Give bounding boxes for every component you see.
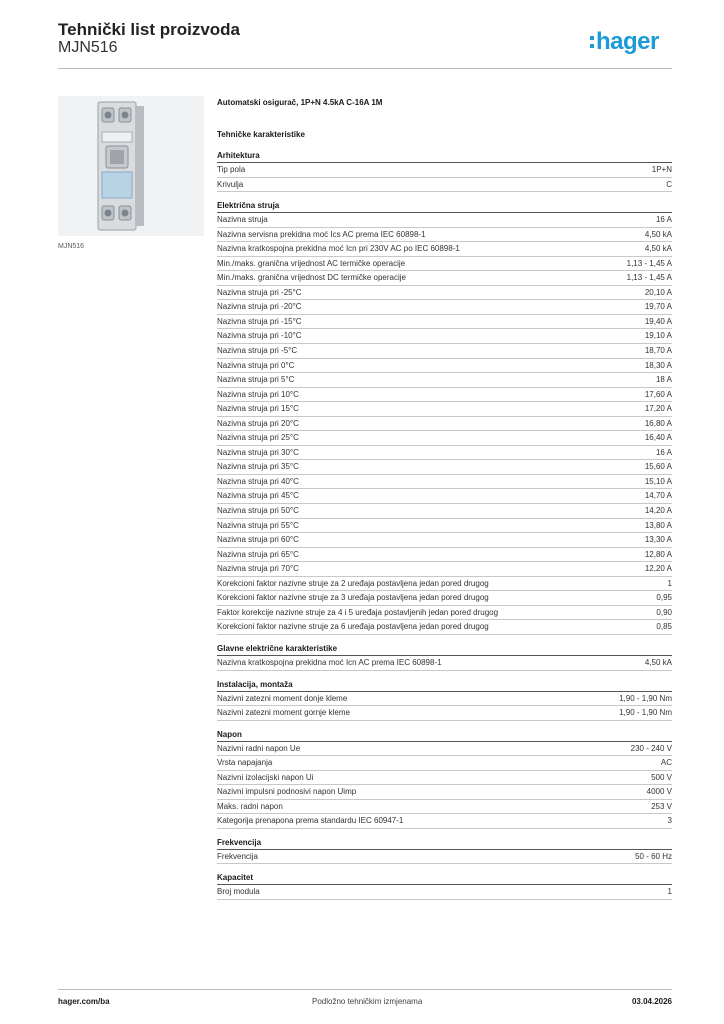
section-title: Kapacitet	[217, 872, 672, 885]
spec-value: 1,90 - 1,90 Nm	[619, 708, 672, 718]
spec-value: 17,20 A	[644, 404, 672, 414]
spec-value: 13,30 A	[644, 535, 672, 545]
section-title: Instalacija, montaža	[217, 679, 672, 692]
spec-row	[217, 178, 672, 193]
spec-label: Nazivna struja pri 15°C	[217, 404, 299, 414]
spec-value: 1,90 - 1,90 Nm	[619, 693, 672, 703]
spec-label: Tip pola	[217, 165, 246, 174]
spec-row	[217, 814, 672, 829]
spec-row	[217, 562, 672, 577]
spec-value: 19,70 A	[644, 302, 672, 312]
spec-row	[217, 257, 672, 272]
spec-label: Krivulja	[217, 179, 244, 189]
spec-value: 1,13 - 1,45 A	[626, 258, 672, 268]
spec-label: Nazivna struja pri 10°C	[217, 389, 299, 399]
spec-value: 13,80 A	[644, 520, 672, 530]
spec-label: Kategorija prenapona prema standardu IEC 60947-1	[217, 816, 404, 826]
spec-row	[217, 606, 672, 621]
spec-label: Frekvencija	[217, 851, 258, 861]
spec-label: Nazivna struja pri 35°C	[217, 462, 299, 472]
spec-row	[217, 446, 672, 461]
spec-row	[217, 359, 672, 374]
spec-label: Nazivna struja pri 65°C	[217, 549, 299, 559]
spec-row	[217, 850, 672, 865]
spec-label: Nazivni izolacijski napon Ui	[217, 772, 314, 782]
footer-date: 03.04.2026	[631, 997, 672, 1006]
spec-label: Nazivna kratkospojna prekidna moć Icn pri 230V AC po IEC 60898-1	[217, 244, 460, 254]
footer-divider	[58, 989, 672, 990]
spec-value: 20,10 A	[644, 287, 672, 297]
characteristics-heading: Tehničke karakteristike	[217, 130, 305, 139]
spec-row	[217, 577, 672, 592]
section-title: Električna struja	[217, 200, 672, 213]
logo-dots-icon	[590, 36, 594, 48]
spec-label: Nazivna struja pri 70°C	[217, 564, 299, 574]
spec-value: 16 A	[655, 447, 672, 457]
spec-label: Maks. radni napon	[217, 801, 283, 811]
spec-value: 18,30 A	[644, 360, 672, 370]
spec-label: Nazivna struja pri 60°C	[217, 535, 299, 545]
spec-value: 50 - 60 Hz	[635, 851, 672, 861]
spec-value: 12,20 A	[644, 564, 672, 574]
spec-label: Nazivna struja pri 45°C	[217, 491, 299, 501]
spec-sections	[217, 150, 672, 900]
spec-label: Korekcioni faktor nazivne struje za 6 uređaja postavljena jedan pored drugog	[217, 622, 489, 632]
spec-value: 19,40 A	[644, 316, 672, 326]
spec-value: 1P+N	[651, 165, 672, 174]
spec-row	[217, 533, 672, 548]
spec-label: Nazivna struja pri 20°C	[217, 418, 299, 428]
spec-row	[217, 460, 672, 475]
header-divider	[58, 68, 672, 69]
logo-text: hager	[596, 28, 659, 55]
spec-row	[217, 431, 672, 446]
spec-value: 4000 V	[646, 787, 672, 797]
spec-label: Nazivna struja pri 25°C	[217, 433, 299, 443]
page-title: Tehnički list proizvoda	[58, 20, 240, 39]
spec-row	[217, 504, 672, 519]
spec-row	[217, 300, 672, 315]
spec-label: Nazivna struja pri 40°C	[217, 476, 299, 486]
product-image-caption: MJN516	[58, 243, 85, 250]
spec-label: Nazivni zatezni moment gornje kleme	[217, 708, 350, 718]
spec-value: 253 V	[651, 801, 672, 811]
spec-label: Nazivni impulsni podnosivi napon Uimp	[217, 787, 357, 797]
spec-label: Nazivna struja pri 50°C	[217, 506, 299, 516]
spec-label: Min./maks. granična vrijednost DC termičke operacije	[217, 273, 406, 283]
spec-label: Vrsta napajanja	[217, 758, 273, 768]
spec-value: 4,50 kA	[644, 657, 672, 667]
spec-label: Nazivna struja pri -15°C	[217, 316, 302, 326]
spec-value: 14,70 A	[644, 491, 672, 501]
spec-value: 17,60 A	[644, 389, 672, 399]
spec-value: C	[666, 179, 672, 189]
spec-label: Min./maks. granična vrijednost AC termičke operacije	[217, 258, 406, 268]
spec-value: 12,80 A	[644, 549, 672, 559]
spec-value: 0,85	[656, 622, 672, 632]
spec-value: 16 A	[655, 215, 672, 225]
spec-label: Nazivna servisna prekidna moć Ics AC prema IEC 60898-1	[217, 229, 426, 239]
spec-row	[217, 286, 672, 301]
spec-row	[217, 800, 672, 815]
spec-label: Faktor korekcije nazivne struje za 4 i 5 uređaja postavljenih jedan pored drugog	[217, 607, 499, 617]
spec-row	[217, 706, 672, 721]
spec-value: 1	[667, 887, 672, 897]
product-code: MJN516	[58, 39, 118, 56]
spec-value: 230 - 240 V	[630, 743, 672, 753]
spec-row	[217, 417, 672, 432]
spec-label: Nazivni radni napon Ue	[217, 743, 301, 753]
spec-label: Nazivna kratkospojna prekidna moć Icn AC prema IEC 60898-1	[217, 657, 442, 667]
spec-row	[217, 785, 672, 800]
footer-website[interactable]: hager.com/ba	[58, 997, 110, 1006]
spec-row	[217, 885, 672, 900]
spec-row	[217, 329, 672, 344]
spec-value: 1	[667, 578, 672, 588]
spec-label: Nazivna struja	[217, 215, 268, 225]
section-title: Glavne električne karakteristike	[217, 643, 672, 656]
spec-label: Nazivna struja pri 5°C	[217, 375, 295, 385]
spec-value: 16,40 A	[644, 433, 672, 443]
spec-value: 14,20 A	[644, 506, 672, 516]
circuit-breaker-icon	[58, 96, 204, 236]
product-image	[58, 96, 204, 236]
spec-row	[217, 402, 672, 417]
spec-row	[217, 344, 672, 359]
spec-row	[217, 388, 672, 403]
spec-value: 15,10 A	[644, 476, 672, 486]
spec-row	[217, 242, 672, 257]
section-title: Napon	[217, 729, 672, 742]
spec-row	[217, 489, 672, 504]
spec-row	[217, 771, 672, 786]
spec-value: 3	[667, 816, 672, 826]
spec-row	[217, 591, 672, 606]
spec-value: 4,50 kA	[644, 229, 672, 239]
spec-row	[217, 519, 672, 534]
spec-row	[217, 742, 672, 757]
spec-value: AC	[660, 758, 672, 768]
spec-label: Nazivni zatezni moment donje kleme	[217, 693, 348, 703]
spec-row	[217, 620, 672, 635]
spec-value: 18,70 A	[644, 346, 672, 356]
spec-label: Korekcioni faktor nazivne struje za 3 uređaja postavljena jedan pored drugog	[217, 593, 489, 603]
spec-value: 15,60 A	[644, 462, 672, 472]
spec-label: Broj modula	[217, 887, 260, 897]
footer-note: Podložno tehničkim izmjenama	[312, 997, 423, 1006]
product-description: Automatski osigurač, 1P+N 4.5kA C-16A 1M	[217, 98, 383, 107]
section-title: Arhitektura	[217, 150, 672, 163]
spec-row	[217, 756, 672, 771]
spec-label: Nazivna struja pri -25°C	[217, 287, 302, 297]
spec-label: Nazivna struja pri -20°C	[217, 302, 302, 312]
spec-row	[217, 163, 672, 178]
spec-row	[217, 373, 672, 388]
spec-content	[217, 96, 672, 900]
spec-row	[217, 213, 672, 228]
spec-row	[217, 228, 672, 243]
spec-value: 4,50 kA	[644, 244, 672, 254]
spec-row	[217, 315, 672, 330]
spec-value: 16,80 A	[644, 418, 672, 428]
spec-label: Korekcioni faktor nazivne struje za 2 uređaja postavljena jedan pored drugog	[217, 578, 489, 588]
spec-label: Nazivna struja pri 0°C	[217, 360, 295, 370]
spec-label: Nazivna struja pri 30°C	[217, 447, 299, 457]
spec-value: 0,90	[656, 607, 672, 617]
spec-label: Nazivna struja pri -10°C	[217, 331, 302, 341]
spec-value: 18 A	[655, 375, 672, 385]
spec-row	[217, 548, 672, 563]
hager-logo	[590, 28, 659, 56]
spec-row	[217, 271, 672, 286]
spec-row	[217, 656, 672, 671]
spec-label: Nazivna struja pri 55°C	[217, 520, 299, 530]
spec-value: 1,13 - 1,45 A	[626, 273, 672, 283]
section-title: Frekvencija	[217, 837, 672, 850]
spec-value: 0,95	[656, 593, 672, 603]
spec-value: 19,10 A	[644, 331, 672, 341]
spec-label: Nazivna struja pri -5°C	[217, 346, 298, 356]
spec-row	[217, 692, 672, 707]
spec-row	[217, 475, 672, 490]
spec-value: 500 V	[651, 772, 672, 782]
